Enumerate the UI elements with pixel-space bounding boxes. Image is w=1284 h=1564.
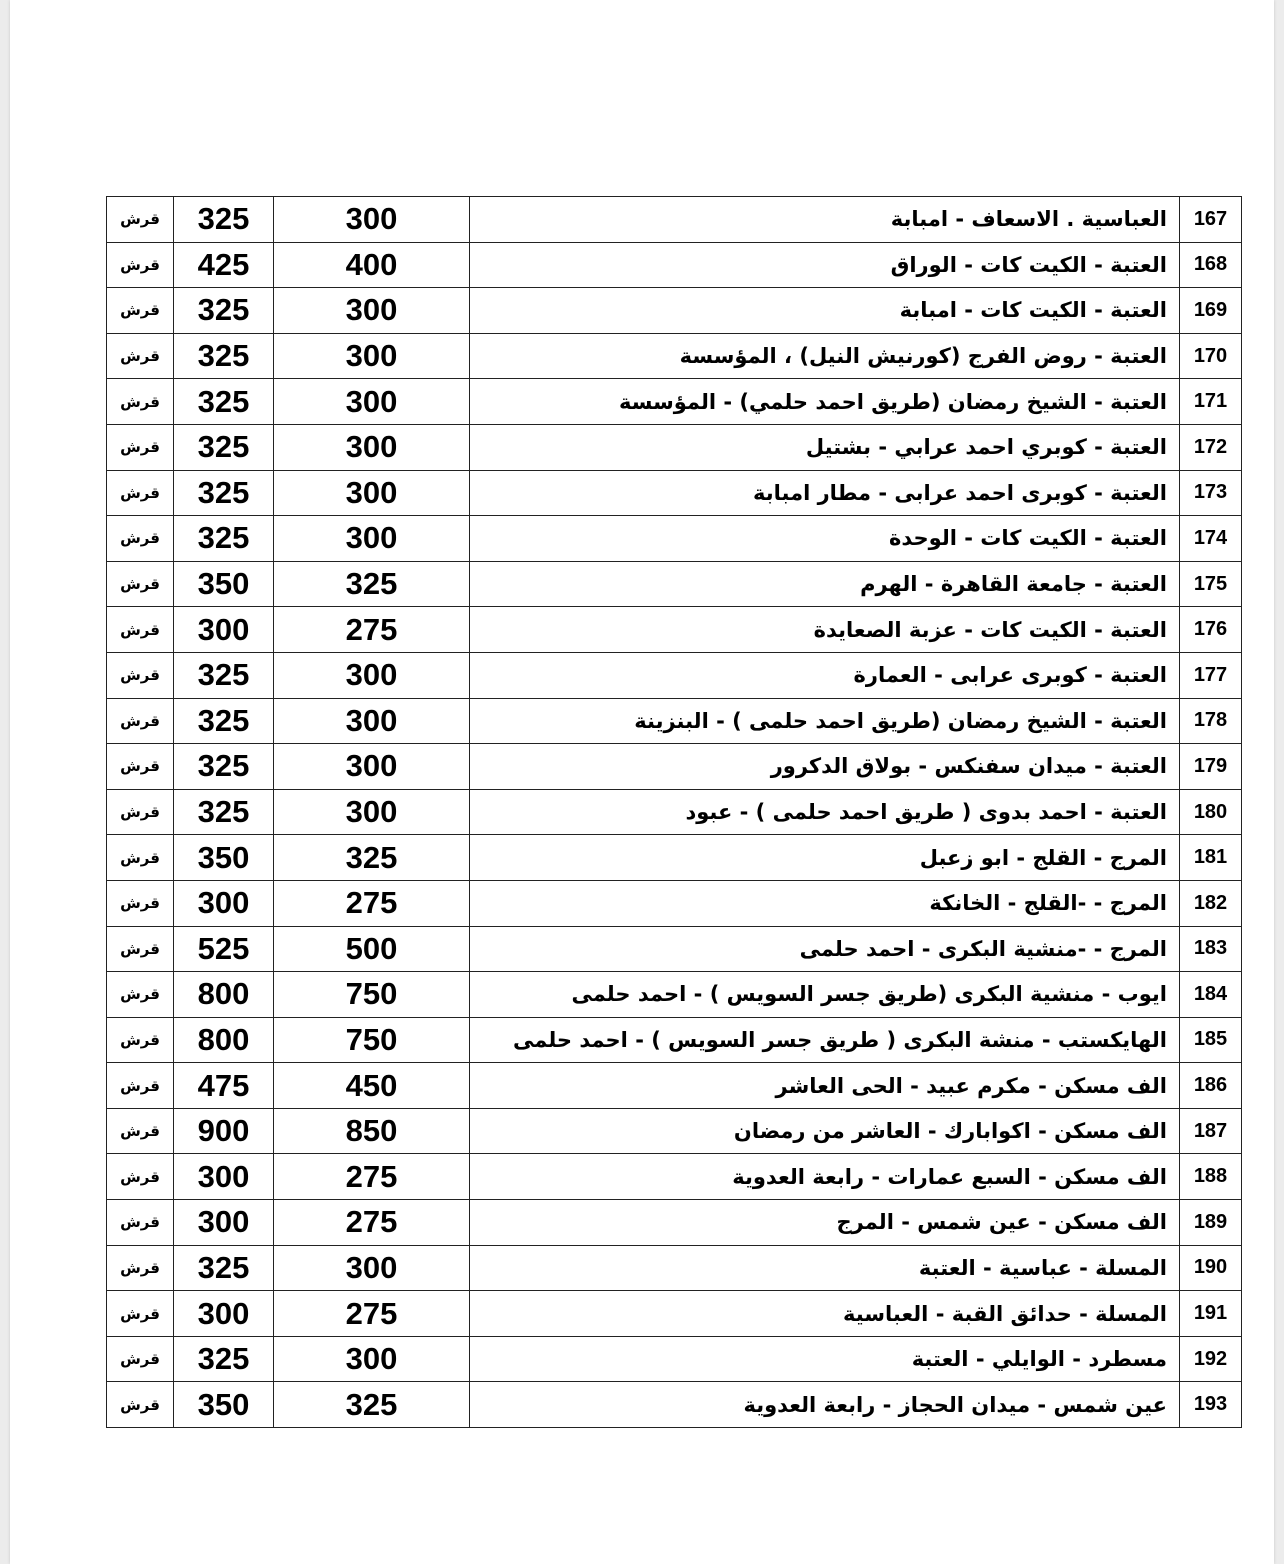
route-name: الهايكستب - منشة البكرى ( طريق جسر السويس ) - احمد حلمى bbox=[470, 1017, 1180, 1063]
row-number: 171 bbox=[1180, 379, 1242, 425]
currency-unit: قرش bbox=[107, 1063, 174, 1109]
table-row bbox=[107, 1382, 1242, 1428]
currency-unit: قرش bbox=[107, 516, 174, 562]
fare-price-old: 850 bbox=[274, 1108, 470, 1154]
table-row bbox=[107, 972, 1242, 1018]
fare-price-new: 475 bbox=[174, 1063, 274, 1109]
table-row bbox=[107, 1336, 1242, 1382]
route-name: العتبة - الكيت كات - عزبة الصعايدة bbox=[470, 607, 1180, 653]
fare-price-old: 300 bbox=[274, 516, 470, 562]
fare-price-new: 800 bbox=[174, 1017, 274, 1063]
table-row bbox=[107, 926, 1242, 972]
fare-price-new: 325 bbox=[174, 789, 274, 835]
currency-unit: قرش bbox=[107, 835, 174, 881]
fare-price-new: 300 bbox=[174, 880, 274, 926]
fare-price-old: 400 bbox=[274, 242, 470, 288]
row-number: 169 bbox=[1180, 288, 1242, 334]
fare-price-old: 300 bbox=[274, 698, 470, 744]
fare-table-body bbox=[107, 197, 1242, 1428]
fare-price-old: 275 bbox=[274, 607, 470, 653]
route-name: العتبة - الشيخ رمضان (طريق احمد حلمي) - المؤسسة bbox=[470, 379, 1180, 425]
route-name: الف مسكن - مكرم عبيد - الحى العاشر bbox=[470, 1063, 1180, 1109]
fare-price-new: 325 bbox=[174, 470, 274, 516]
row-number: 193 bbox=[1180, 1382, 1242, 1428]
row-number: 173 bbox=[1180, 470, 1242, 516]
table-row bbox=[107, 744, 1242, 790]
fare-price-new: 325 bbox=[174, 1336, 274, 1382]
fare-price-new: 325 bbox=[174, 288, 274, 334]
route-name: العتبة - كوبرى احمد عرابى - مطار امبابة bbox=[470, 470, 1180, 516]
route-name: العتبة - جامعة القاهرة - الهرم bbox=[470, 561, 1180, 607]
table-row bbox=[107, 1017, 1242, 1063]
fare-price-new: 325 bbox=[174, 1245, 274, 1291]
table-row bbox=[107, 379, 1242, 425]
fare-price-new: 800 bbox=[174, 972, 274, 1018]
fare-price-old: 325 bbox=[274, 1382, 470, 1428]
route-name: العتبة - الكيت كات - امبابة bbox=[470, 288, 1180, 334]
fare-price-new: 325 bbox=[174, 333, 274, 379]
fare-price-old: 275 bbox=[274, 1200, 470, 1246]
table-row bbox=[107, 835, 1242, 881]
fare-price-new: 325 bbox=[174, 197, 274, 243]
table-row bbox=[107, 1200, 1242, 1246]
fare-price-old: 300 bbox=[274, 652, 470, 698]
route-name: العتبة - ميدان سفنكس - بولاق الدكرور bbox=[470, 744, 1180, 790]
fare-price-new: 325 bbox=[174, 698, 274, 744]
route-name: الف مسكن - اكوابارك - العاشر من رمضان bbox=[470, 1108, 1180, 1154]
currency-unit: قرش bbox=[107, 1200, 174, 1246]
table-row bbox=[107, 652, 1242, 698]
table-row bbox=[107, 516, 1242, 562]
route-name: الف مسكن - السبع عمارات - رابعة العدوية bbox=[470, 1154, 1180, 1200]
route-name: عين شمس - ميدان الحجاز - رابعة العدوية bbox=[470, 1382, 1180, 1428]
fare-price-old: 300 bbox=[274, 424, 470, 470]
route-name: المرج - -القلج - الخانكة bbox=[470, 880, 1180, 926]
row-number: 177 bbox=[1180, 652, 1242, 698]
fare-price-old: 300 bbox=[274, 379, 470, 425]
route-name: العتبة - احمد بدوى ( طريق احمد حلمى ) - عبود bbox=[470, 789, 1180, 835]
currency-unit: قرش bbox=[107, 242, 174, 288]
fare-price-old: 450 bbox=[274, 1063, 470, 1109]
route-name: مسطرد - الوايلي - العتبة bbox=[470, 1336, 1180, 1382]
table-row bbox=[107, 242, 1242, 288]
fare-price-old: 750 bbox=[274, 972, 470, 1018]
fare-price-new: 300 bbox=[174, 1154, 274, 1200]
currency-unit: قرش bbox=[107, 1017, 174, 1063]
fare-price-old: 300 bbox=[274, 333, 470, 379]
row-number: 190 bbox=[1180, 1245, 1242, 1291]
row-number: 182 bbox=[1180, 880, 1242, 926]
row-number: 175 bbox=[1180, 561, 1242, 607]
currency-unit: قرش bbox=[107, 698, 174, 744]
route-name: العتبة - كوبرى عرابى - العمارة bbox=[470, 652, 1180, 698]
route-name: العتبة - الكيت كات - الوحدة bbox=[470, 516, 1180, 562]
table-row bbox=[107, 1154, 1242, 1200]
route-name: العتبة - الكيت كات - الوراق bbox=[470, 242, 1180, 288]
currency-unit: قرش bbox=[107, 789, 174, 835]
fare-table bbox=[106, 196, 1242, 1428]
row-number: 186 bbox=[1180, 1063, 1242, 1109]
fare-price-old: 500 bbox=[274, 926, 470, 972]
fare-price-old: 300 bbox=[274, 470, 470, 516]
currency-unit: قرش bbox=[107, 1291, 174, 1337]
currency-unit: قرش bbox=[107, 1108, 174, 1154]
currency-unit: قرش bbox=[107, 197, 174, 243]
row-number: 183 bbox=[1180, 926, 1242, 972]
table-row bbox=[107, 333, 1242, 379]
fare-price-new: 900 bbox=[174, 1108, 274, 1154]
route-name: العتبة - الشيخ رمضان (طريق احمد حلمى ) - البنزينة bbox=[470, 698, 1180, 744]
fare-price-old: 300 bbox=[274, 789, 470, 835]
row-number: 170 bbox=[1180, 333, 1242, 379]
table-row bbox=[107, 470, 1242, 516]
table-row bbox=[107, 561, 1242, 607]
route-name: ايوب - منشية البكرى (طريق جسر السويس ) - احمد حلمى bbox=[470, 972, 1180, 1018]
fare-price-new: 300 bbox=[174, 1200, 274, 1246]
row-number: 192 bbox=[1180, 1336, 1242, 1382]
document-page bbox=[10, 0, 1274, 1564]
table-row bbox=[107, 880, 1242, 926]
table-row bbox=[107, 424, 1242, 470]
fare-price-old: 275 bbox=[274, 1291, 470, 1337]
fare-price-new: 325 bbox=[174, 652, 274, 698]
table-row bbox=[107, 1245, 1242, 1291]
fare-price-new: 300 bbox=[174, 607, 274, 653]
currency-unit: قرش bbox=[107, 880, 174, 926]
fare-price-new: 325 bbox=[174, 379, 274, 425]
fare-price-old: 275 bbox=[274, 880, 470, 926]
table-row bbox=[107, 1108, 1242, 1154]
row-number: 184 bbox=[1180, 972, 1242, 1018]
currency-unit: قرش bbox=[107, 424, 174, 470]
route-name: المسلة - عباسية - العتبة bbox=[470, 1245, 1180, 1291]
currency-unit: قرش bbox=[107, 972, 174, 1018]
route-name: العباسية . الاسعاف - امبابة bbox=[470, 197, 1180, 243]
fare-price-new: 350 bbox=[174, 561, 274, 607]
table-row bbox=[107, 1063, 1242, 1109]
row-number: 191 bbox=[1180, 1291, 1242, 1337]
row-number: 187 bbox=[1180, 1108, 1242, 1154]
fare-price-old: 325 bbox=[274, 835, 470, 881]
route-name: المرج - -منشية البكرى - احمد حلمى bbox=[470, 926, 1180, 972]
table-row bbox=[107, 1291, 1242, 1337]
fare-price-old: 300 bbox=[274, 1245, 470, 1291]
row-number: 179 bbox=[1180, 744, 1242, 790]
table-row bbox=[107, 789, 1242, 835]
currency-unit: قرش bbox=[107, 744, 174, 790]
table-row bbox=[107, 197, 1242, 243]
row-number: 172 bbox=[1180, 424, 1242, 470]
currency-unit: قرش bbox=[107, 561, 174, 607]
fare-price-old: 300 bbox=[274, 197, 470, 243]
currency-unit: قرش bbox=[107, 379, 174, 425]
currency-unit: قرش bbox=[107, 1245, 174, 1291]
row-number: 188 bbox=[1180, 1154, 1242, 1200]
table-row bbox=[107, 607, 1242, 653]
currency-unit: قرش bbox=[107, 607, 174, 653]
fare-price-old: 275 bbox=[274, 1154, 470, 1200]
currency-unit: قرش bbox=[107, 1154, 174, 1200]
row-number: 168 bbox=[1180, 242, 1242, 288]
route-name: الف مسكن - عين شمس - المرج bbox=[470, 1200, 1180, 1246]
currency-unit: قرش bbox=[107, 1336, 174, 1382]
fare-price-new: 325 bbox=[174, 424, 274, 470]
route-name: المرج - القلج - ابو زعبل bbox=[470, 835, 1180, 881]
table-row bbox=[107, 288, 1242, 334]
table-row bbox=[107, 698, 1242, 744]
currency-unit: قرش bbox=[107, 288, 174, 334]
fare-price-new: 325 bbox=[174, 516, 274, 562]
fare-price-old: 750 bbox=[274, 1017, 470, 1063]
fare-price-old: 300 bbox=[274, 288, 470, 334]
currency-unit: قرش bbox=[107, 652, 174, 698]
row-number: 180 bbox=[1180, 789, 1242, 835]
fare-price-new: 350 bbox=[174, 1382, 274, 1428]
row-number: 185 bbox=[1180, 1017, 1242, 1063]
row-number: 174 bbox=[1180, 516, 1242, 562]
row-number: 176 bbox=[1180, 607, 1242, 653]
route-name: العتبة - كوبري احمد عرابي - بشتيل bbox=[470, 424, 1180, 470]
fare-price-old: 325 bbox=[274, 561, 470, 607]
row-number: 178 bbox=[1180, 698, 1242, 744]
currency-unit: قرش bbox=[107, 1382, 174, 1428]
fare-price-old: 300 bbox=[274, 744, 470, 790]
fare-price-new: 325 bbox=[174, 744, 274, 790]
fare-price-new: 350 bbox=[174, 835, 274, 881]
row-number: 167 bbox=[1180, 197, 1242, 243]
fare-price-new: 525 bbox=[174, 926, 274, 972]
fare-price-new: 425 bbox=[174, 242, 274, 288]
currency-unit: قرش bbox=[107, 470, 174, 516]
fare-price-new: 300 bbox=[174, 1291, 274, 1337]
route-name: المسلة - حدائق القبة - العباسية bbox=[470, 1291, 1180, 1337]
currency-unit: قرش bbox=[107, 333, 174, 379]
fare-price-old: 300 bbox=[274, 1336, 470, 1382]
row-number: 189 bbox=[1180, 1200, 1242, 1246]
route-name: العتبة - روض الفرج (كورنيش النيل) ، المؤسسة bbox=[470, 333, 1180, 379]
row-number: 181 bbox=[1180, 835, 1242, 881]
currency-unit: قرش bbox=[107, 926, 174, 972]
